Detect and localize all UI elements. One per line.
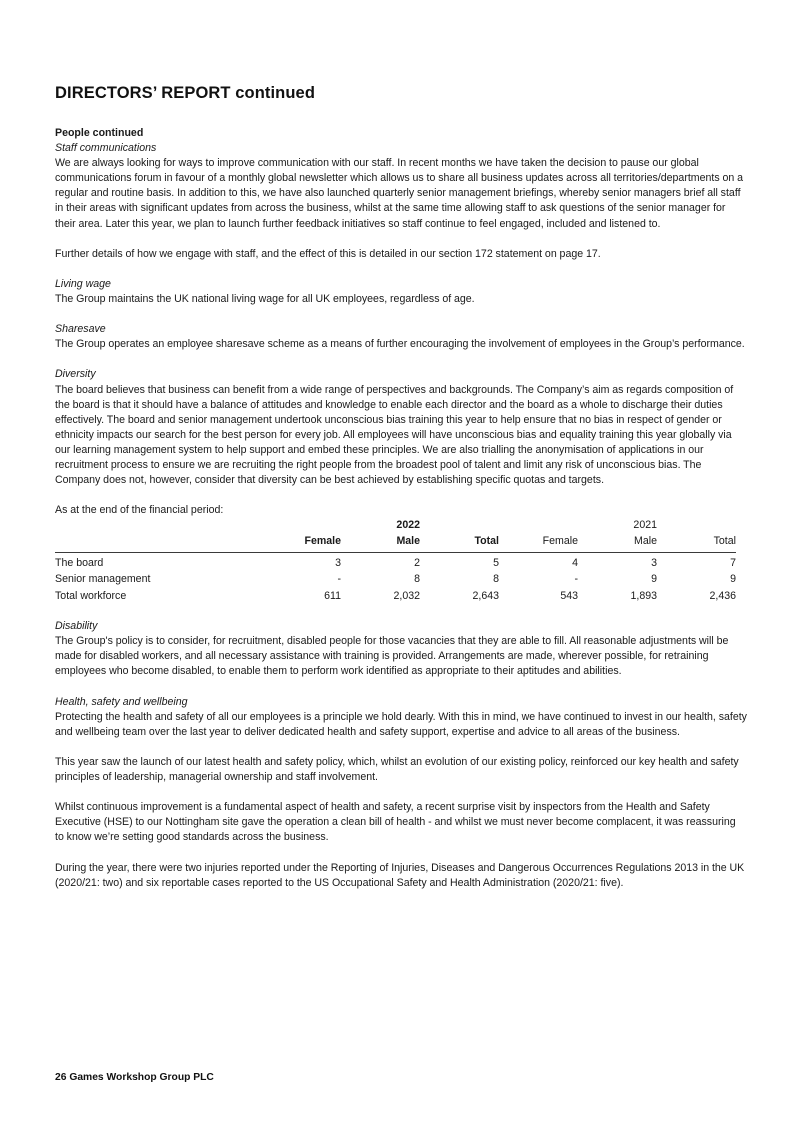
table-row [55,552,736,571]
section-heading-living-wage: Living wage [55,277,111,290]
section-spacer [55,680,747,695]
table-cell-male-2021: 3 [651,556,657,569]
paragraph-health-safety-4: During the year, there were two injuries reported under the Reporting of Injuries, Diseases and Dangerous Occurrences Regulations 2013 in the UK (2020/21: two) and six reportable cases reported to the US Occupational Safety and Health Administration (2020/21: five). [55,861,745,889]
paragraph-staff-communications-2: Further details of how we engage with staff, and the effect of this is detailed in our section 172 statement on page 17. [55,247,601,260]
section-spacer [55,262,747,277]
table-cell-total-2022: 5 [493,556,499,569]
table-cell-male-2022: 8 [414,573,420,586]
table-cell-total-2021: 2,436 [709,589,736,602]
section-heading-disability: Disability [55,620,98,633]
table-column-header-row [55,534,736,552]
section-spacer [55,604,747,619]
table-cell-label: Senior management [55,573,151,586]
diversity-table [55,518,736,604]
paragraph-health-safety-1: Protecting the health and safety of all our employees is a principle we hold dearly. With this in mind, we have continued to invest in our health, safety and wellbeing team over the last year to deliver dedicated health and safety support, expertise and advice to all areas of the business. [55,710,747,738]
paragraph-living-wage-1: The Group maintains the UK national living wage for all UK employees, regardless of age. [55,293,475,305]
table-header-category [55,534,262,552]
table-year-header-row [55,518,736,534]
table-header-male-2021: Male [578,534,657,552]
table-cell-female-2021: - [574,573,578,586]
table-cell-male-2021: 1,893 [630,589,657,602]
table-header-male-2022: Male [341,534,420,552]
paragraph-spacer [55,740,747,755]
table-year-2022: 2022 [396,519,420,532]
section-heading-sharesave: Sharesave [55,323,106,336]
page-content [55,84,747,891]
table-intro-text: As at the end of the financial period: [55,504,224,517]
table-cell-total-2021: 7 [730,556,736,569]
table-cell-label: Total workforce [55,589,127,602]
section-spacer [55,352,747,367]
table-cell-label: The board [55,556,104,569]
page-title: DIRECTORS’ REPORT continued [55,84,315,102]
section-spacer [55,307,747,322]
table-year-spacer [55,518,262,534]
table-year-spacer-female-2022 [262,518,341,534]
table-year-spacer-female-2021 [499,518,578,534]
table-cell-male-2022: 2,032 [393,589,420,602]
table-year-spacer-total-2022 [420,518,499,534]
paragraph-staff-communications-1: We are always looking for ways to improve communication with our staff. In recent months we have taken the decision to pause our global communications forum in favour of a monthly global newsletter which allows us to share all business updates across all territories/departments on a regular and routine basis. In addition to this, we have also launched quarterly senior management briefings, whereby senior managers brief all staff in their areas with significant updates from across the business, whilst at the same time allowing staff to ask questions of the senior manager for their area. Later this year, we plan to launch further feedback initiatives so staff continue to feel engaged, included and listened to. [55,157,744,230]
table-row [55,588,736,604]
paragraph-diversity-1: The board believes that business can benefit from a wide range of perspectives and backgrounds. The Company’s aim as regards composition of the board is that it should have a balance of attitudes and knowledge to enable each director and the board as a whole to discharge their duties effectively. The board and senior management undertook unconscious bias training this year to help ensure that no bias in respect of gender or ethnicity impacts our search for the best person for every job. All employees will have unconscious bias and equality training this year globally via our learning management system to help support and embed these principles. We are also trialling the anonymisation of applications in our recruitment process to ensure we are recruiting the right people from the broadest pool of talent and limit any risk of unconscious bias. The Company does not, however, consider that diversity can be best achieved by establishing specific quotas and targets. [55,383,734,487]
section-heading-health-safety-wellbeing: Health, safety and wellbeing [55,695,188,708]
table-cell-female-2021: 4 [572,556,578,569]
table-year-2021: 2021 [633,519,657,532]
table-row [55,571,736,587]
section-heading-people: People continued [55,126,144,139]
table-cell-female-2022: - [337,573,341,586]
paragraph-disability-1: The Group's policy is to consider, for recruitment, disabled people for those vacancies that they are able to fill. All reasonable adjustments will be made for disabled workers, and all necessary assistance with training is provided. Arrangements are made, wherever possible, for retraining employees who become disabled, to enable them to perform work identified as appropriate to their aptitudes and abilities. [55,635,729,678]
table-cell-female-2022: 611 [324,589,341,602]
table-cell-female-2022: 3 [335,556,341,569]
table-cell-male-2021: 9 [651,573,657,586]
table-year-spacer-total-2021 [657,518,736,534]
table-header-total-2021: Total [657,534,736,552]
paragraph-spacer [55,785,747,800]
table-cell-total-2022: 2,643 [472,589,499,602]
paragraph-sharesave-1: The Group operates an employee sharesave scheme as a means of further encouraging the involvement of employees in the Group’s performance. [55,338,745,351]
table-header-female-2021: Female [499,534,578,552]
table-header-total-2022: Total [420,534,499,552]
table-header-female-2022: Female [262,534,341,552]
section-heading-diversity: Diversity [55,368,96,381]
section-heading-staff-communications: Staff communications [55,142,157,155]
paragraph-spacer [55,846,747,861]
paragraph-spacer [55,232,747,247]
table-cell-total-2021: 9 [730,573,736,586]
table-cell-female-2021: 543 [560,589,578,602]
paragraph-health-safety-3: Whilst continuous improvement is a fundamental aspect of health and safety, a recent surprise visit by inspectors from the Health and Safety Executive (HSE) to our Nottingham site gave the operation a clean bill of health - and whilst we must never become complacent, it was reassuring to know we’re setting good standards across the business. [55,801,736,844]
paragraph-health-safety-2: This year saw the launch of our latest health and safety policy, which, whilst an evolution of our existing policy, reinforced our key health and safety principles of leadership, managerial ownership and staff involvement. [55,755,739,784]
table-cell-total-2022: 8 [493,573,499,586]
page-footer: 26 Games Workshop Group PLC [55,1072,214,1083]
table-cell-male-2022: 2 [414,556,420,569]
section-spacer [55,488,747,503]
